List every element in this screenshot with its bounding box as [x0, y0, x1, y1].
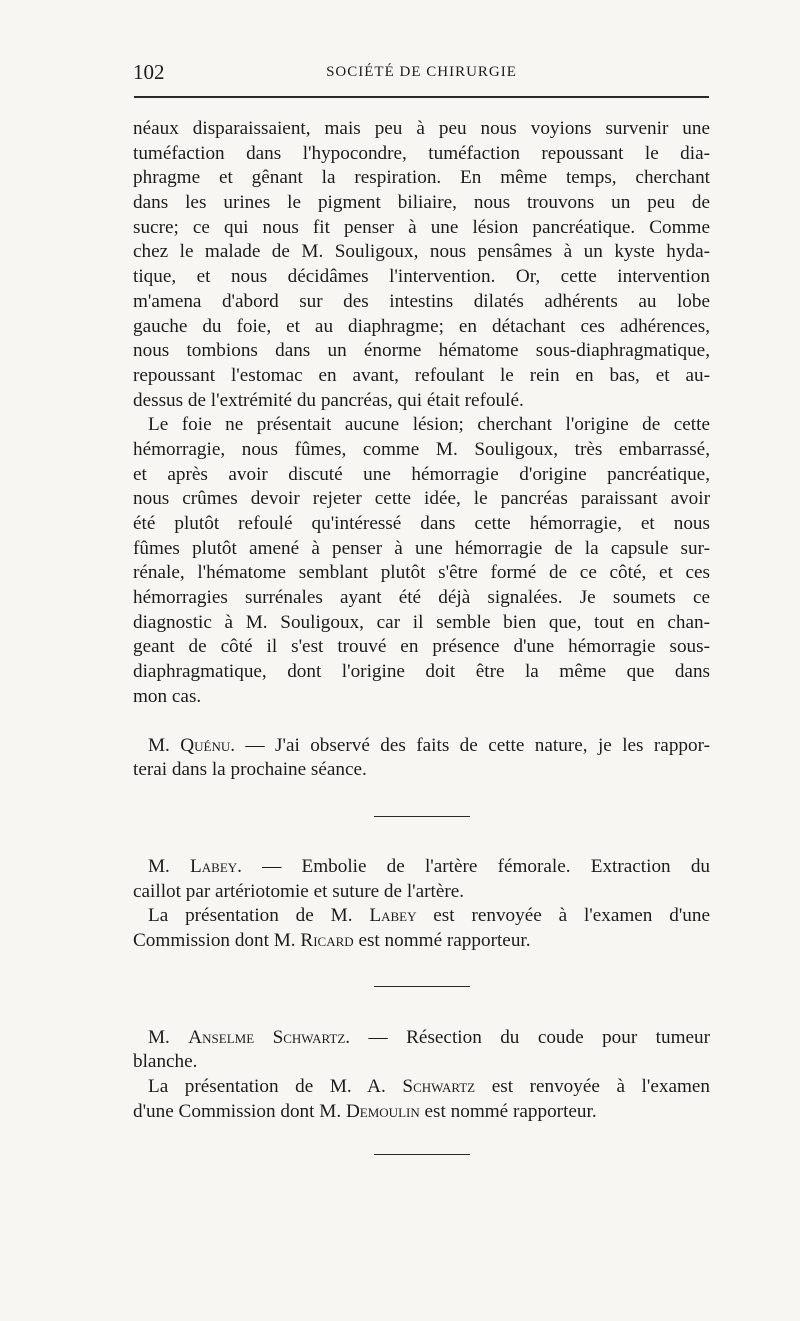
- paragraph: [133, 413, 710, 709]
- text-line: tique, et nous décidâmes l'intervention. Or, cette intervention: [133, 266, 710, 288]
- section-separator: [374, 816, 470, 817]
- text-span: est nommé rapporteur.: [419, 1100, 597, 1122]
- text-line: dans les urines le pigment biliaire, nous trouvons un peu de: [133, 192, 710, 214]
- text-line: été plutôt refoulé qu'intéressé dans cette hémorragie, et nous: [133, 513, 710, 534]
- text-line: [133, 1026, 710, 1051]
- text-span: est nommé rapporteur.: [353, 929, 531, 951]
- text-line: nous tombions dans un énorme hématome sous-diaphragmatique,: [133, 340, 710, 362]
- separator-block: [133, 783, 710, 855]
- text-line: hémorragies surrénales ayant été déjà signalées. Je soumets ce: [133, 587, 710, 609]
- text-line: tuméfaction dans l'hypocondre, tuméfaction repoussant le dia-: [133, 142, 710, 164]
- schwartz-presentation: [133, 1026, 710, 1125]
- text-line: [133, 734, 710, 759]
- quenu-remark: [133, 734, 710, 783]
- running-title: SOCIÉTÉ DE CHIRURGIE: [326, 64, 517, 80]
- text-line: diagnostic à M. Souligoux, car il semble bien que, tout en chan-: [133, 611, 710, 633]
- body-text: [133, 117, 710, 1174]
- text-span: La présentation de M. A.: [148, 1076, 403, 1097]
- presenter-prefix: M.: [148, 1026, 189, 1048]
- text-line: hémorragie, nous fûmes, comme M. Souligoux, très embarrassé,: [133, 438, 710, 460]
- section-separator: [374, 1154, 470, 1155]
- separator-block: [133, 1124, 710, 1174]
- text-span: est renvoyée à l'examen: [475, 1076, 710, 1097]
- separator-block: [133, 954, 710, 1026]
- text-line: Le foie ne présentait aucune lésion; cherchant l'origine de cette: [148, 414, 710, 436]
- text-line: diaphragmatique, dont l'origine doit être la même que dans: [133, 661, 710, 683]
- text-line: terai dans la prochaine séance.: [133, 759, 367, 781]
- text-line: néaux disparaissaient, mais peu à peu nous voyions survenir une: [133, 118, 710, 139]
- text-line: fûmes plutôt amené à penser à une hémorragie de la capsule sur-: [133, 537, 710, 559]
- text-line: gauche du foie, et au diaphragme; en détachant ces adhérences,: [133, 315, 710, 337]
- text-line: sucre; ce qui nous fit penser à une lésion pancréatique. Comme: [133, 216, 710, 238]
- text-line: rénale, l'hématome semblant plutôt s'être formé de ce côté, et ces: [133, 562, 710, 584]
- text-span: La présentation de M.: [148, 905, 370, 927]
- spacer: [133, 710, 710, 734]
- presentation-title: . — Résection du coude pour tumeur: [345, 1026, 711, 1048]
- text-line: caillot par artériotomie et suture de l'artère.: [133, 880, 465, 902]
- rapporteur-name: Demoulin: [345, 1100, 420, 1122]
- text-line: dessus de l'extrémité du pancréas, qui était refoulé.: [133, 389, 524, 411]
- text-span: Commission dont M.: [133, 929, 301, 951]
- text-line: m'amena d'abord sur des intestins dilatés adhérents au lobe: [133, 290, 710, 312]
- text-line: phragme et gênant la respiration. En même temps, cherchant: [133, 167, 710, 189]
- text-span: d'une Commission dont M.: [133, 1100, 346, 1122]
- presenter-name: Labey: [369, 905, 417, 927]
- header-rule: [134, 96, 709, 98]
- presenter-name: Anselme Schwartz: [188, 1026, 346, 1048]
- text-line: [133, 855, 710, 880]
- presenter-name: Schwartz: [402, 1076, 476, 1097]
- text-line: [133, 1100, 710, 1125]
- text-line: [133, 929, 710, 954]
- text-line: blanche.: [133, 1051, 198, 1073]
- page-number: 102: [133, 60, 165, 84]
- remark-text: . — J'ai observé des faits de cette nature, je les rappor-: [230, 734, 711, 756]
- text-line: [133, 1075, 710, 1100]
- text-line: repoussant l'estomac en avant, refoulant le rein en bas, et au-: [133, 364, 710, 386]
- speaker-prefix: M.: [148, 734, 181, 756]
- presenter-name: Labey: [190, 855, 238, 877]
- text-line: [133, 904, 710, 929]
- section-separator: [374, 986, 470, 987]
- text-line: et après avoir discuté une hémorragie d'origine pancréatique,: [133, 463, 710, 485]
- text-line: geant de côté il s'est trouvé en présence d'une hémorragie sous-: [133, 636, 710, 658]
- text-line: chez le malade de M. Souligoux, nous pensâmes à un kyste hyda-: [133, 241, 710, 263]
- labey-presentation: [133, 855, 710, 954]
- text-line: mon cas.: [133, 685, 202, 707]
- paragraph-continuation: [133, 117, 710, 413]
- presenter-prefix: M.: [148, 855, 191, 877]
- text-span: est renvoyée à l'examen d'une: [416, 905, 710, 927]
- page-header: [133, 60, 710, 90]
- presentation-title: . — Embolie de l'artère fémorale. Extraction du: [237, 855, 711, 877]
- speaker-name: Quénu: [180, 734, 231, 756]
- rapporteur-name: Ricard: [300, 929, 354, 951]
- text-line: nous crûmes devoir rejeter cette idée, le pancréas paraissant avoir: [133, 488, 710, 510]
